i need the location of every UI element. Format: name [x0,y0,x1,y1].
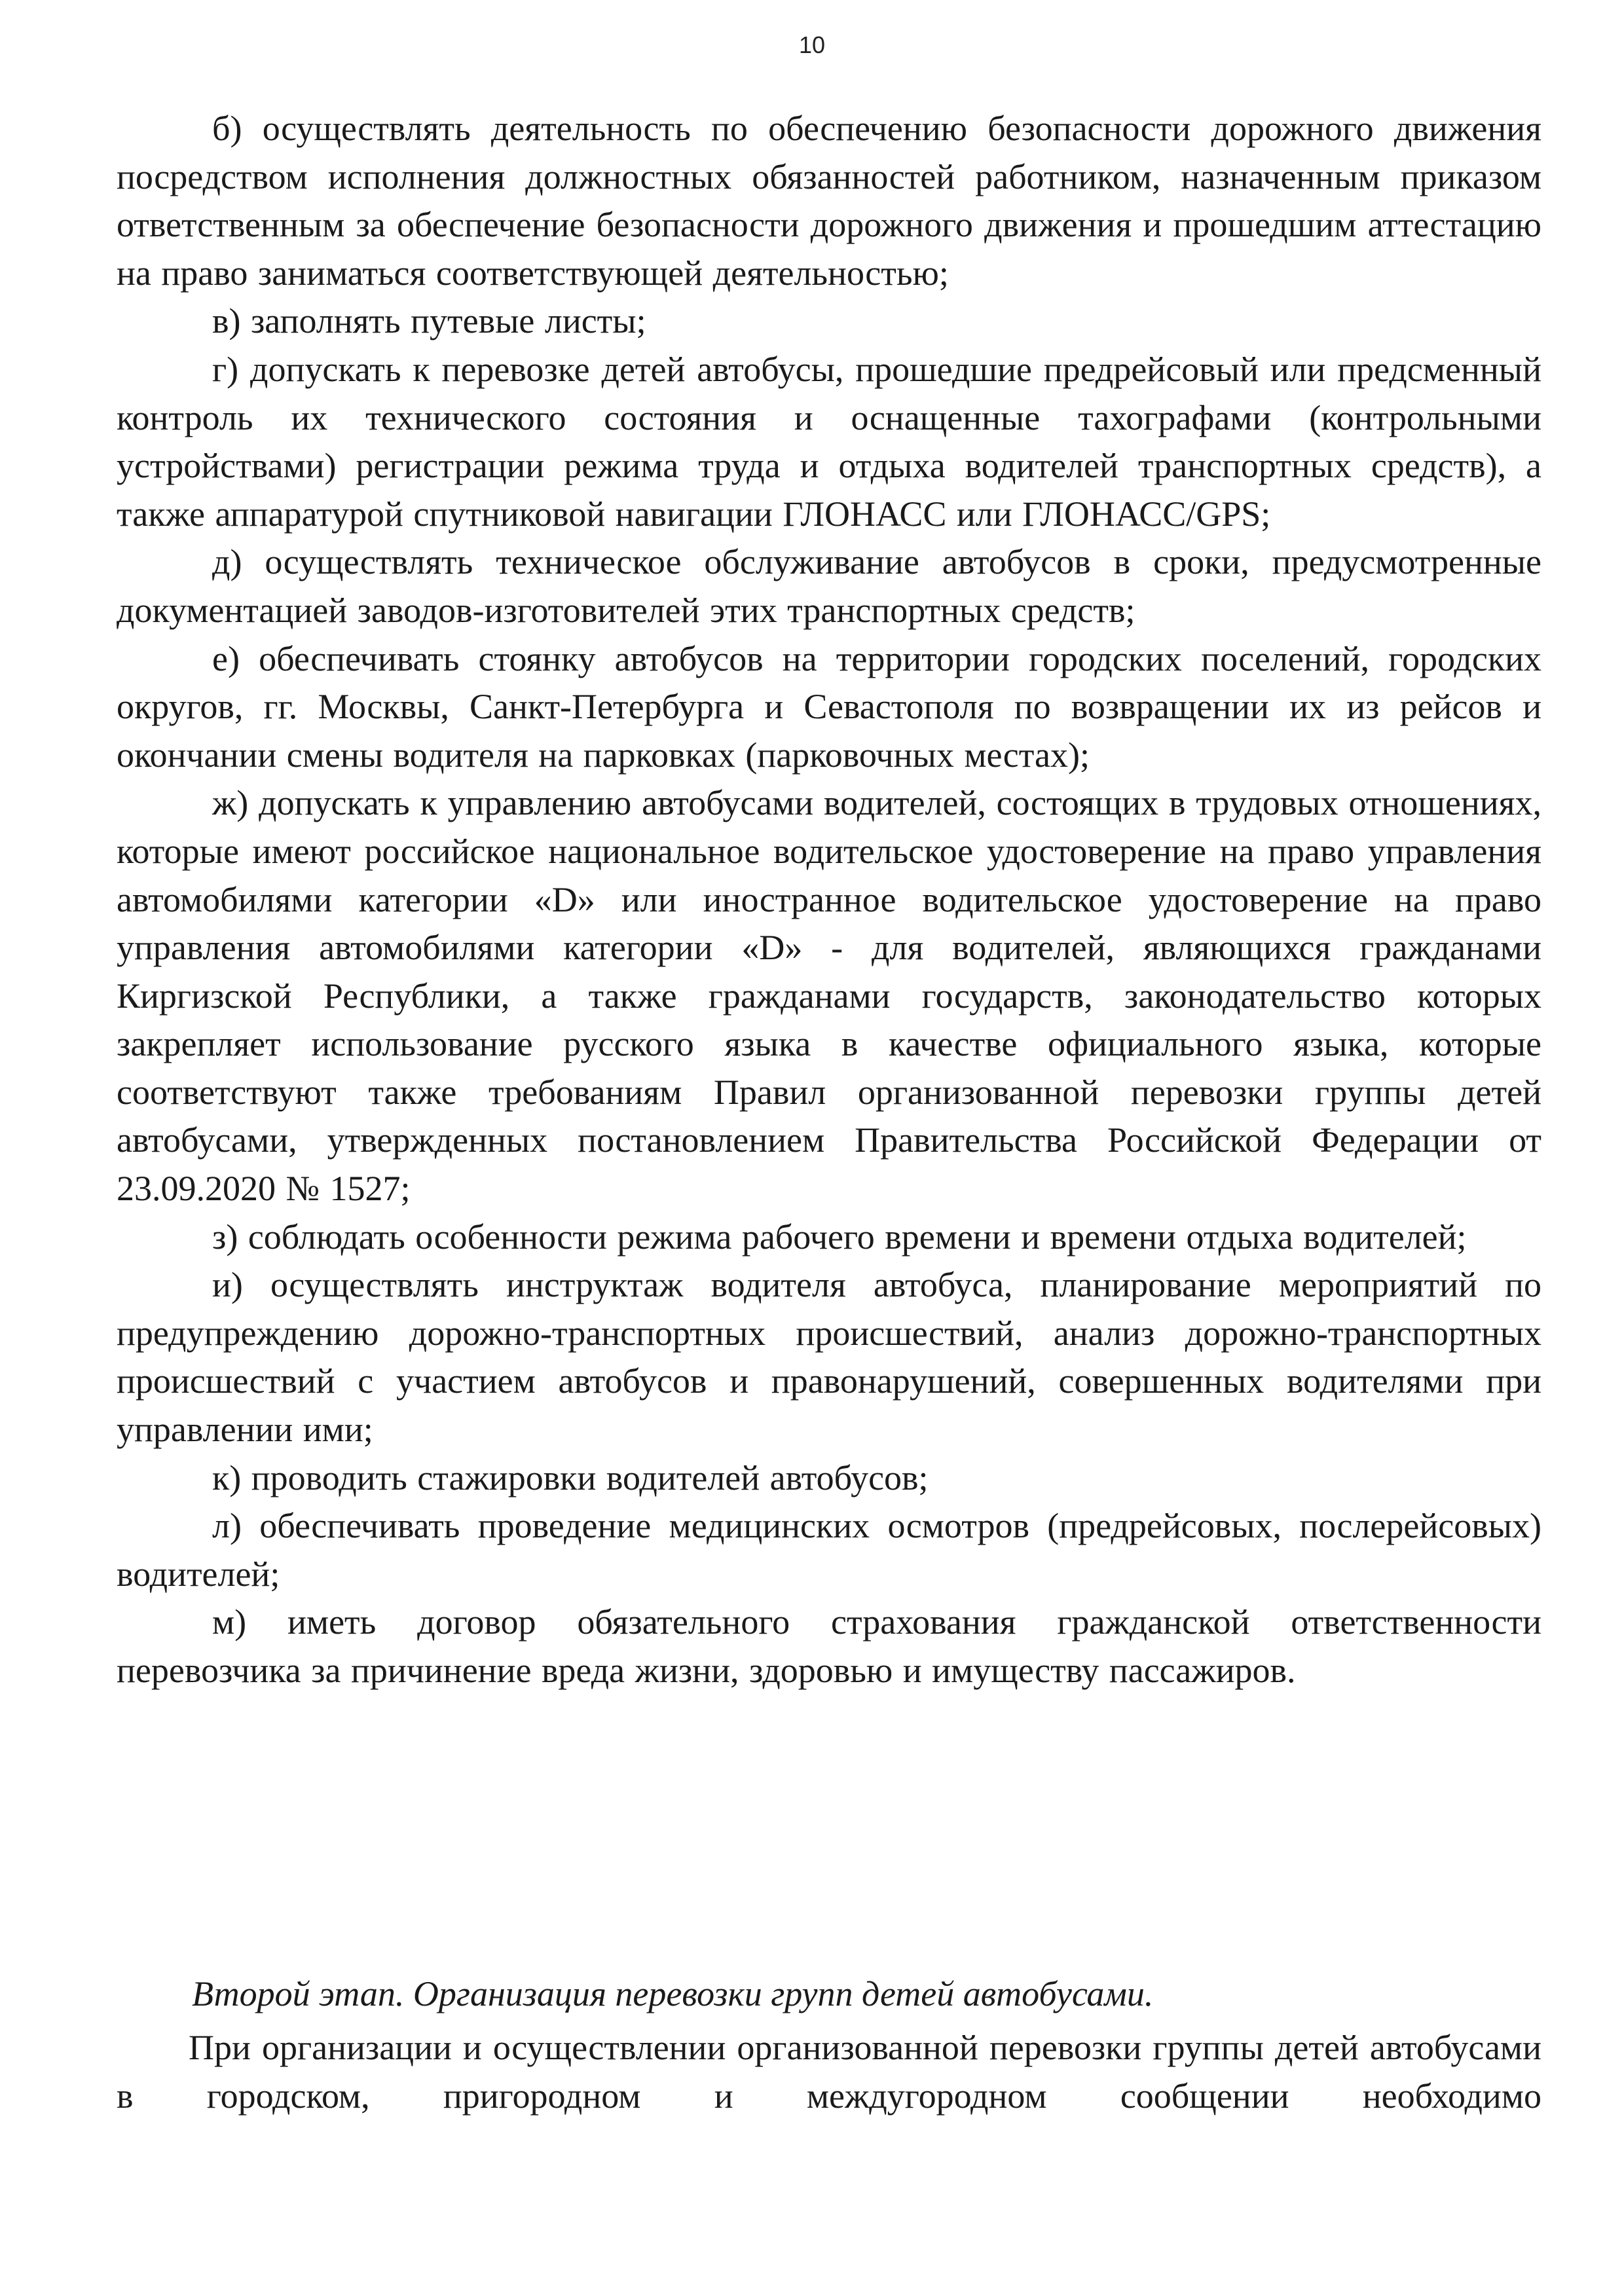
paragraph-d: д) осуществлять техническое обслуживание автобусов в сроки, предусмотренные документацией заводов-изготовителей этих транспортных средств; [117,542,1541,630]
paragraph-k: к) проводить стажировки водителей автобусов; [212,1458,929,1497]
paragraph-i: и) осуществлять инструктаж водителя автобуса, планирование мероприятий по предупреждению дорожно-транспортных происшествий, анализ дорожно-транспортных происшествий с участием автобусов и правонарушений, совершенных водителями при управлении ими; [117,1265,1541,1450]
paragraph-e: е) обеспечивать стоянку автобусов на территории городских поселений, городских округов, гг. Москвы, Санкт-Петербурга и Севастополя по возвращении их из рейсов и окончании смены водителя на парковках (парковочных местах); [117,638,1541,775]
section-heading: Второй этап. Организация перевозки групп детей автобусами. [192,1974,1154,2013]
closing-section [117,2023,1541,2120]
paragraph-v: в) заполнять путевые листы; [212,301,646,341]
paragraph-b: б) осуществлять деятельность по обеспечению безопасности дорожного движения посредством исполнения должностных обязанностей работником, назначенным приказом ответственным за обеспечение безопасности дорожного движения и прошедшим аттестацию на право заниматься соответствующей деятельностью; [117,109,1541,293]
page-number: 10 [798,31,826,58]
paragraph-m: м) иметь договор обязательного страхования гражданской ответственности перевозчика за причинение вреда жизни, здоровью и имуществу пассажиров. [117,1602,1541,1690]
paragraph-g: г) допускать к перевозке детей автобусы, прошедшие предрейсовый или предсменный контроль их технического состояния и оснащенные тахографами (контрольными устройствами) регистрации режима труда и отдыха водителей транспортных средств), а также аппаратурой спутниковой навигации ГЛОНАСС или ГЛОНАСС/GPS; [117,349,1541,534]
paragraph-l: л) обеспечивать проведение медицинских осмотров (предрейсовых, послерейсовых) водителей; [117,1506,1541,1594]
requirements-list [117,105,1541,1695]
paragraph-zh: ж) допускать к управлению автобусами водителей, состоящих в трудовых отношениях, которые имеют российское национальное водительское удостоверение на право управления автомобилями категории «D» или иностранное водительское удостоверение на право управления автомобилями категории «D» - для водителей, являющихся гражданами Киргизской Республики, а также гражданами государств, законодательство которых закрепляет использование русского языка в качестве официального языка, которые соответствуют также требованиям Правил организованной перевозки группы детей автобусами, утвержденных постановлением Правительства Российской Федерации от 23.09.2020 № 1527; [117,783,1541,1209]
paragraph-z: з) соблюдать особенности режима рабочего времени и времени отдыха водителей; [212,1217,1467,1257]
closing-paragraph: При организации и осуществлении организованной перевозки группы детей автобусами в городском, пригородном и междугородном сообщении необходимо [117,2028,1541,2116]
